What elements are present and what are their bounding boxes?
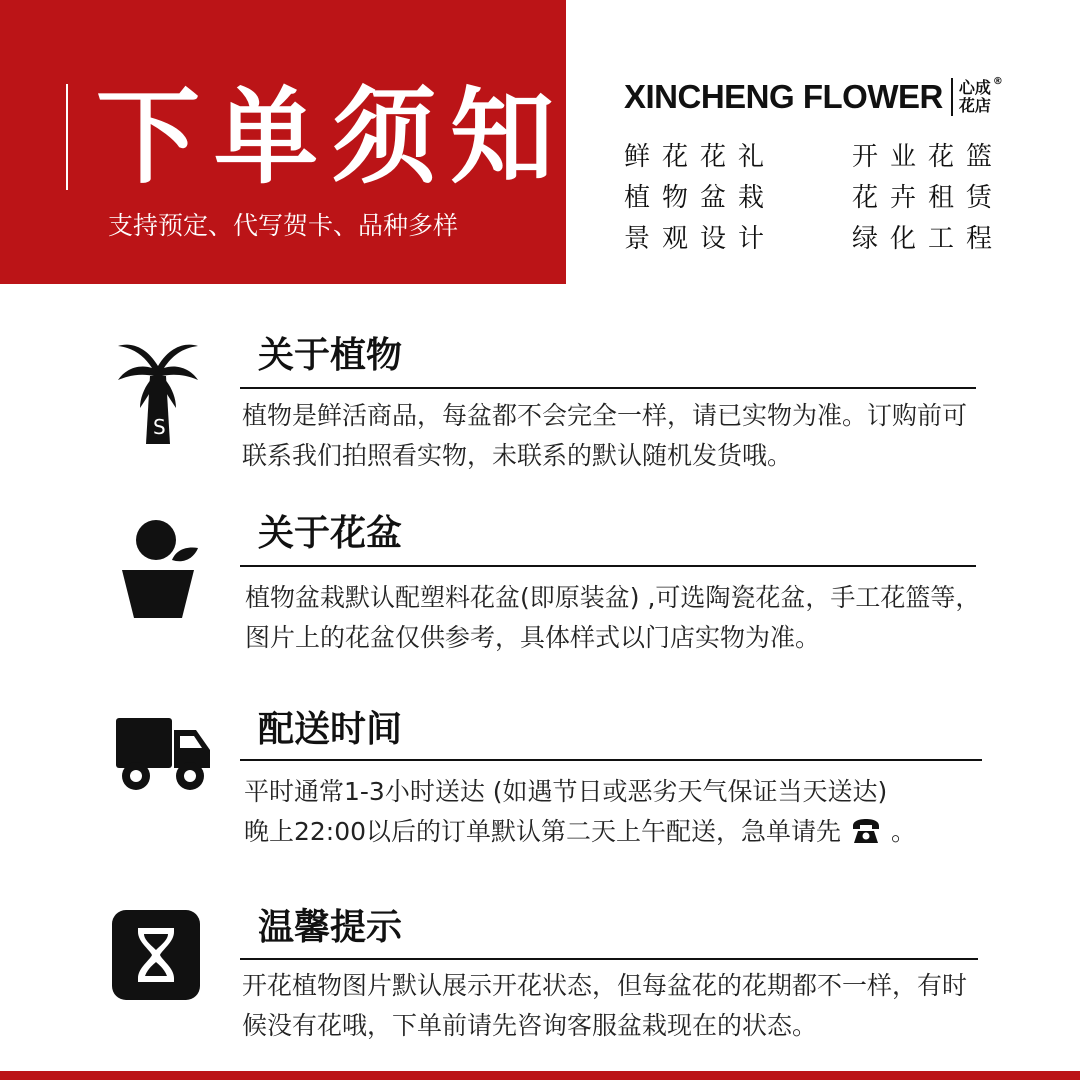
page-title: 下单须知 [96,76,569,198]
brand-name-cn-text: 心成花店 [958,78,991,115]
services-row [624,138,1004,179]
services-row [624,179,1004,220]
section-title: 关于花盆 [258,513,403,554]
section-body: 开花植物图片默认展示开花状态，但每盆花的花期都不一样，有时候没有花哦，下单前请先咨询客服盆栽现在的状态。 [242,971,968,1040]
section-delivery [0,702,1080,862]
body-line-2 [244,812,1004,852]
header-banner [0,0,569,284]
delivery-truck-icon [116,714,212,794]
services-list [624,138,1004,261]
section-title: 配送时间 [258,709,403,750]
service-item: 绿化工程 [851,224,1004,254]
banner-divider [66,84,68,190]
svg-text:S: S [153,415,166,439]
brand-separator [951,78,953,116]
brand-name-cn [958,76,1003,115]
section-title: 关于植物 [258,335,403,376]
section-body: 植物盆栽默认配塑料花盆(即原装盆) ,可选陶瓷花盆，手工花篮等，图片上的花盆仅供参考，具体样式以门店实物为准。 [245,583,981,652]
service-item: 植物盆栽 [624,183,777,213]
service-item: 花卉租赁 [851,183,1004,213]
section-tips [0,906,1080,1056]
section-divider [240,565,976,567]
service-item: 景观设计 [624,224,777,254]
section-pots [0,508,1080,658]
section-divider [240,958,978,960]
service-item: 鲜花花礼 [624,142,777,172]
phone-icon [851,818,881,844]
brand-logo [624,72,1003,122]
footer-bar [0,1071,1080,1080]
services-row [624,220,1004,261]
page-subtitle: 支持预定、代写贺卡、品种多样 [108,211,459,240]
section-plants [0,330,1080,480]
hourglass-icon [112,910,200,1000]
section-title: 温馨提示 [258,907,403,948]
palm-tree-icon [112,336,204,446]
potted-plant-icon [118,514,202,622]
brand-name-en: XINCHENG FLOWER [624,78,943,115]
section-body [244,772,1004,852]
body-line: 平时通常1-3小时送达 (如遇节日或恶劣天气保证当天送达) [244,777,888,806]
body-line-end: 。 [890,817,916,846]
registered-mark: ® [992,76,1003,87]
section-body: 植物是鲜活商品，每盆都不会完全一样，请已实物为准。订购前可联系我们拍照看实物，未联系的默认随机发货哦。 [242,401,968,470]
section-divider [240,387,976,389]
service-item: 开业花篮 [851,142,1004,172]
section-divider [240,759,982,761]
body-line-text: 晚上22:00以后的订单默认第二天上午配送，急单请先 [244,817,842,846]
